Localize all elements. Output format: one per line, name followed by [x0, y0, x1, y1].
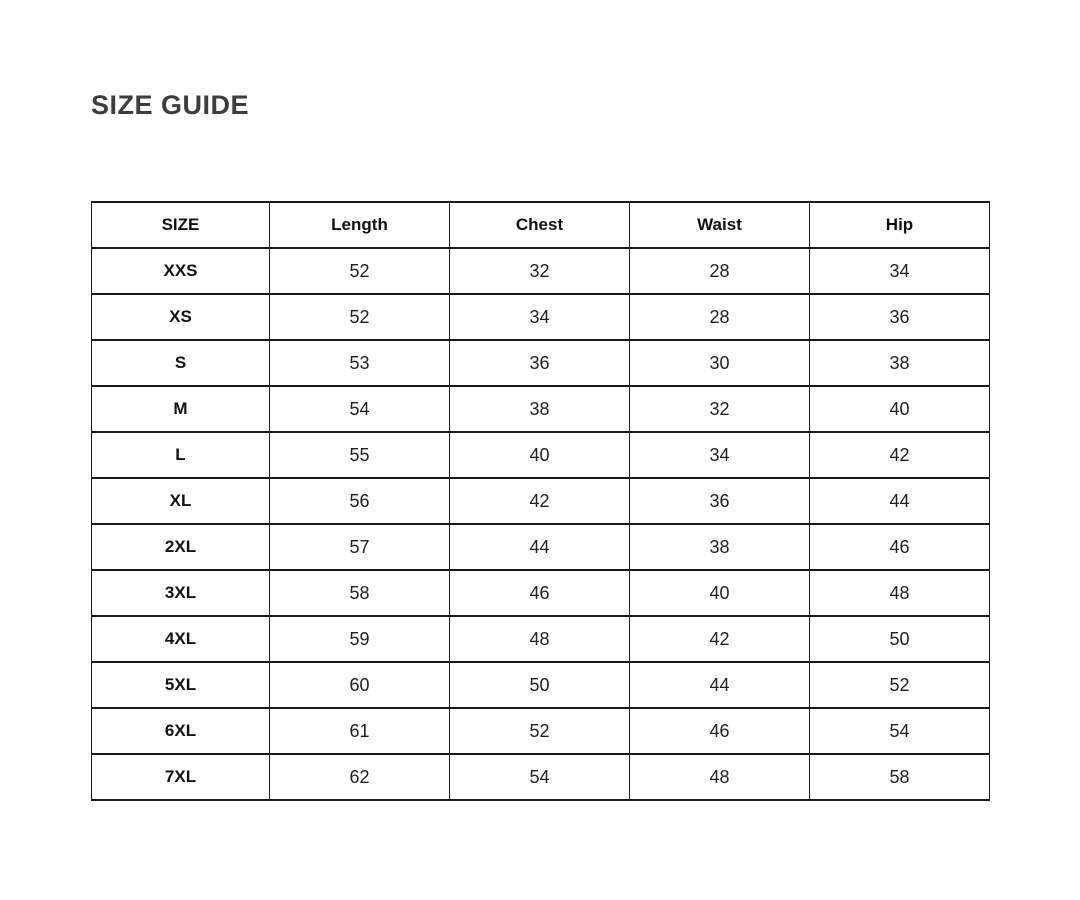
table-row [92, 662, 990, 708]
measurement-cell: 44 [810, 478, 990, 524]
measurement-cell: 32 [450, 248, 630, 294]
measurement-cell: 60 [270, 662, 450, 708]
size-label-cell: L [92, 432, 270, 478]
size-label-cell: 7XL [92, 754, 270, 800]
table-row [92, 248, 990, 294]
measurement-cell: 36 [630, 478, 810, 524]
size-label-cell: 4XL [92, 616, 270, 662]
measurement-cell: 38 [630, 524, 810, 570]
measurement-cell: 46 [450, 570, 630, 616]
measurement-cell: 48 [630, 754, 810, 800]
table-row [92, 432, 990, 478]
measurement-cell: 42 [630, 616, 810, 662]
measurement-cell: 42 [450, 478, 630, 524]
table-row [92, 524, 990, 570]
measurement-cell: 48 [810, 570, 990, 616]
size-label-cell: XL [92, 478, 270, 524]
measurement-cell: 36 [810, 294, 990, 340]
table-header [92, 202, 990, 248]
measurement-cell: 38 [810, 340, 990, 386]
measurement-cell: 54 [270, 386, 450, 432]
size-guide-table [91, 201, 990, 801]
table-row [92, 754, 990, 800]
measurement-cell: 52 [450, 708, 630, 754]
measurement-cell: 50 [810, 616, 990, 662]
size-label-cell: 6XL [92, 708, 270, 754]
page-title: SIZE GUIDE [91, 90, 250, 120]
measurement-cell: 40 [450, 432, 630, 478]
measurement-cell: 44 [630, 662, 810, 708]
measurement-cell: 40 [630, 570, 810, 616]
size-label-cell: 2XL [92, 524, 270, 570]
measurement-cell: 40 [810, 386, 990, 432]
table-row [92, 478, 990, 524]
header-row [92, 202, 990, 248]
size-label-cell: 5XL [92, 662, 270, 708]
size-label-cell: S [92, 340, 270, 386]
measurement-cell: 56 [270, 478, 450, 524]
measurement-cell: 36 [450, 340, 630, 386]
measurement-cell: 50 [450, 662, 630, 708]
measurement-cell: 34 [630, 432, 810, 478]
measurement-cell: 53 [270, 340, 450, 386]
measurement-cell: 32 [630, 386, 810, 432]
measurement-cell: 57 [270, 524, 450, 570]
measurement-cell: 48 [450, 616, 630, 662]
table-row [92, 340, 990, 386]
measurement-cell: 61 [270, 708, 450, 754]
measurement-cell: 28 [630, 294, 810, 340]
size-label-cell: XXS [92, 248, 270, 294]
size-label-cell: M [92, 386, 270, 432]
table-row [92, 294, 990, 340]
measurement-cell: 46 [810, 524, 990, 570]
size-label-cell: XS [92, 294, 270, 340]
measurement-cell: 44 [450, 524, 630, 570]
measurement-cell: 59 [270, 616, 450, 662]
measurement-cell: 54 [450, 754, 630, 800]
measurement-cell: 52 [270, 248, 450, 294]
column-header-size: SIZE [92, 202, 270, 248]
measurement-cell: 34 [450, 294, 630, 340]
measurement-cell: 34 [810, 248, 990, 294]
table-row [92, 616, 990, 662]
measurement-cell: 58 [810, 754, 990, 800]
measurement-cell: 46 [630, 708, 810, 754]
column-header-waist: Waist [630, 202, 810, 248]
table-row [92, 570, 990, 616]
size-guide-table-container [91, 201, 1080, 801]
measurement-cell: 28 [630, 248, 810, 294]
measurement-cell: 55 [270, 432, 450, 478]
column-header-chest: Chest [450, 202, 630, 248]
table-row [92, 708, 990, 754]
table-row [92, 386, 990, 432]
size-table-body [92, 248, 990, 800]
measurement-cell: 42 [810, 432, 990, 478]
measurement-cell: 62 [270, 754, 450, 800]
size-label-cell: 3XL [92, 570, 270, 616]
measurement-cell: 52 [810, 662, 990, 708]
measurement-cell: 58 [270, 570, 450, 616]
column-header-hip: Hip [810, 202, 990, 248]
measurement-cell: 54 [810, 708, 990, 754]
measurement-cell: 52 [270, 294, 450, 340]
measurement-cell: 38 [450, 386, 630, 432]
measurement-cell: 30 [630, 340, 810, 386]
column-header-length: Length [270, 202, 450, 248]
